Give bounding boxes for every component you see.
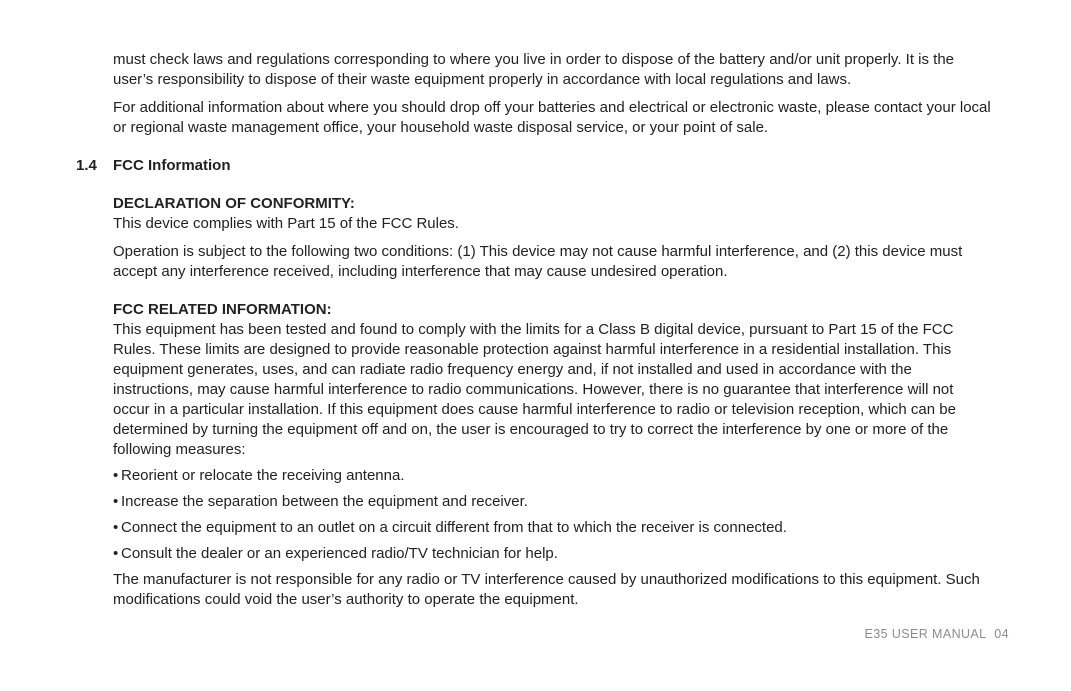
list-item: • Increase the separation between the equipment and receiver. — [113, 493, 528, 510]
list-item: • Connect the equipment to an outlet on a circuit different from that to which the receiver is connected. — [113, 519, 787, 536]
list-item: • Consult the dealer or an experienced radio/TV technician for help. — [113, 545, 558, 562]
bullet-dot: • — [113, 493, 119, 510]
list-item: • Reorient or relocate the receiving antenna. — [113, 467, 405, 484]
declaration-paragraph-1: This device complies with Part 15 of the FCC Rules. — [113, 215, 459, 232]
closing-paragraph: The manufacturer is not responsible for any radio or TV interference caused by unauthorized modifications to this equipment. Such modifications could void the user’s authority to operate the equipment. — [113, 571, 980, 608]
bullet-dot: • — [113, 467, 119, 484]
section-heading — [76, 156, 993, 176]
measures-list — [113, 466, 993, 564]
section-number: 1.4 — [76, 157, 97, 174]
footer-label: E35 USER MANUAL — [864, 627, 987, 641]
intro-paragraph-1: must check laws and regulations corresponding to where you live in order to dispose of the battery and/or unit properly. It is the user’s responsibility to dispose of their waste equipment properly in accordance with local regulations and laws. — [113, 51, 955, 88]
bullet-dot: • — [113, 519, 119, 536]
page-number: 04 — [994, 627, 1009, 641]
page-content — [76, 50, 993, 610]
fcc-related-paragraph: This equipment has been tested and found to comply with the limits for a Class B digital device, pursuant to Part 15 of the FCC Rules. These limits are designed to provide reasonable protection against harmful interference in a residential installation. This equipment generates, uses, and can radiate radio frequency energy and, if not installed and used in accordance with the instructions, may cause harmful interference to radio communications. However, there is no guarantee that interference will not occur in a particular installation. If this equipment does cause harmful interference to radio or television reception, which can be determined by turning the equipment off and on, the user is encouraged to try to correct the interference by one or more of the following measures: — [113, 321, 956, 458]
page-footer — [865, 624, 1009, 644]
declaration-heading: DECLARATION OF CONFORMITY: — [113, 195, 355, 212]
fcc-related-heading: FCC RELATED INFORMATION: — [113, 301, 332, 318]
intro-paragraph-2: For additional information about where you should drop off your batteries and electrical or electronic waste, please contact your local or regional waste management office, your household waste disposal service, or your point of sale. — [113, 99, 991, 136]
bullet-dot: • — [113, 545, 119, 562]
section-title: FCC Information — [113, 157, 231, 174]
declaration-paragraph-2: Operation is subject to the following two conditions: (1) This device may not cause harmful interference, and (2) this device must accept any interference received, including interference that may cause undesired operation. — [113, 243, 963, 280]
